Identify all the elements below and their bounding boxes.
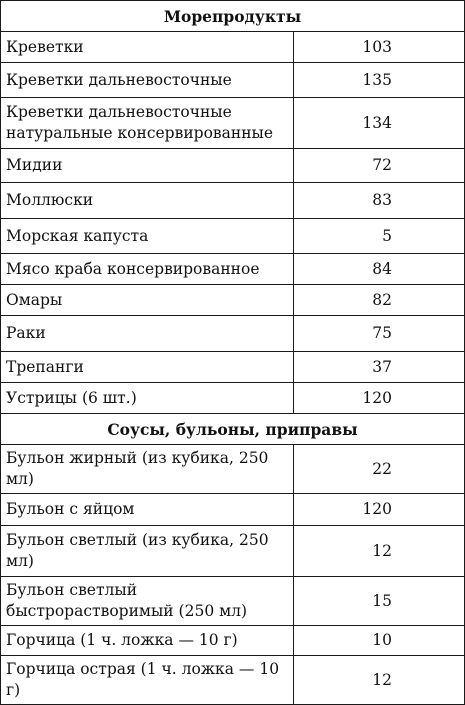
table-row	[1, 526, 465, 577]
table-row	[1, 316, 465, 352]
table-row	[1, 383, 465, 414]
product-name: Бульон светлый (из кубика, 250 мл)	[1, 526, 294, 577]
table-row	[1, 219, 465, 254]
table-row	[1, 32, 465, 63]
product-name: Креветки	[1, 32, 294, 63]
product-name: Трепанги	[1, 352, 294, 383]
product-calories: 83	[294, 183, 465, 219]
product-calories: 134	[294, 98, 465, 149]
product-calories: 12	[294, 526, 465, 577]
table-row	[1, 577, 465, 626]
table-row	[1, 285, 465, 316]
table-row	[1, 183, 465, 219]
table-row	[1, 98, 465, 149]
product-calories: 37	[294, 352, 465, 383]
product-calories: 120	[294, 383, 465, 414]
product-name: Бульон жирный (из кубика, 250 мл)	[1, 445, 294, 494]
product-name: Морская капуста	[1, 219, 294, 254]
section-header-row	[1, 1, 465, 32]
product-name: Бульон с яйцом	[1, 494, 294, 526]
table-row	[1, 494, 465, 526]
product-calories: 103	[294, 32, 465, 63]
product-calories: 75	[294, 316, 465, 352]
product-name: Моллюски	[1, 183, 294, 219]
table-row	[1, 63, 465, 98]
product-calories: 12	[294, 656, 465, 705]
section-header-row	[1, 414, 465, 445]
product-name: Омары	[1, 285, 294, 316]
product-calories: 10	[294, 626, 465, 656]
section-title: Морепродукты	[1, 1, 465, 32]
product-name: Креветки дальневосточные	[1, 63, 294, 98]
table-row	[1, 445, 465, 494]
product-name: Горчица острая (1 ч. ложка — 10 г)	[1, 656, 294, 705]
product-name: Бульон светлый быстрорастворимый (250 мл)	[1, 577, 294, 626]
product-name: Креветки дальневосточные натуральные консервированные	[1, 98, 294, 149]
product-calories: 15	[294, 577, 465, 626]
product-name: Мидии	[1, 149, 294, 183]
product-name: Мясо краба консервированное	[1, 254, 294, 285]
product-name: Устрицы (6 шт.)	[1, 383, 294, 414]
table-row	[1, 352, 465, 383]
product-name: Раки	[1, 316, 294, 352]
product-calories: 22	[294, 445, 465, 494]
product-calories: 82	[294, 285, 465, 316]
table-row	[1, 254, 465, 285]
product-calories: 135	[294, 63, 465, 98]
table-row	[1, 626, 465, 656]
product-calories: 120	[294, 494, 465, 526]
product-calories: 72	[294, 149, 465, 183]
product-name: Горчица (1 ч. ложка — 10 г)	[1, 626, 294, 656]
product-calories: 84	[294, 254, 465, 285]
table-row	[1, 656, 465, 705]
table-row	[1, 149, 465, 183]
product-calories: 5	[294, 219, 465, 254]
section-title: Соусы, бульоны, приправы	[1, 414, 465, 445]
